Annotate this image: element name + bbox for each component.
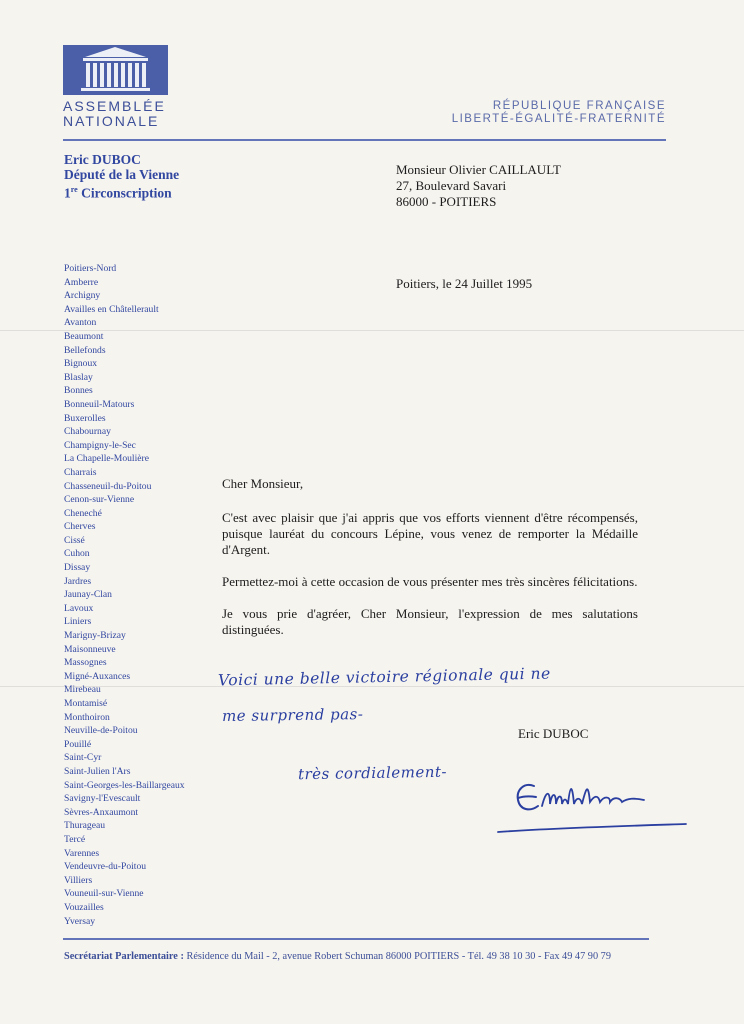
communes-list — [64, 262, 185, 928]
sender-circonscription — [64, 182, 179, 201]
handwritten-signature — [494, 768, 690, 838]
commune-item: Availles en Châtellerault — [64, 303, 159, 315]
commune-item: Villiers — [64, 874, 93, 886]
commune-item: Vouzailles — [64, 901, 104, 913]
header-divider — [63, 139, 666, 141]
republique-line-1: RÉPUBLIQUE FRANÇAISE — [492, 100, 666, 112]
recipient-street: 27, Boulevard Savari — [396, 178, 507, 193]
commune-item: Cheneché — [64, 507, 102, 519]
recipient-address — [396, 162, 561, 210]
commune-item: Vendeuvre-du-Poitou — [64, 861, 147, 873]
commune-item: Avanton — [64, 317, 97, 329]
handwritten-line-3: très cordialement- — [297, 762, 448, 784]
commune-item: Champigny-le-Sec — [64, 439, 136, 451]
circ-ordinal: re — [70, 185, 78, 194]
logo-line-1: ASSEMBLÉE — [63, 98, 166, 114]
commune-item: Montamisé — [64, 698, 108, 709]
logo-line-2: NATIONALE — [63, 113, 160, 129]
commune-item: Cuhon — [64, 548, 90, 560]
commune-item: Cherves — [64, 521, 96, 533]
circ-text: Circonscription — [81, 185, 172, 201]
commune-item: Migné-Auxances — [64, 670, 131, 682]
commune-item: Cissé — [64, 534, 85, 546]
signature-name: Eric DUBOC — [518, 726, 589, 741]
commune-item: Mirebeau — [64, 684, 101, 696]
sender-name: Eric DUBOC — [64, 152, 141, 167]
footer-label: Secrétariat Parlementaire : — [64, 951, 184, 962]
commune-item: Jaunay-Clan — [64, 589, 112, 601]
commune-item: Yversay — [64, 915, 96, 927]
commune-item: Chabournay — [64, 426, 111, 438]
footer-text: Résidence du Mail - 2, avenue Robert Schuman 86000 POITIERS - Tél. 49 38 10 30 - Fax 49 47 90 79 — [186, 951, 611, 962]
handwritten-line-2: me surprend pas- — [221, 705, 364, 725]
commune-item: Cenon-sur-Vienne — [64, 494, 135, 506]
commune-item: Bellefonds — [64, 344, 106, 356]
paragraph-2: Permettez-moi à cette occasion de vous présenter mes très sincères félicitations. — [222, 574, 638, 589]
paragraph-1: C'est avec plaisir que j'ai appris que vos efforts viennent d'être récompensés, puisque lauréat du concours Lépine, vous venez de remporter la Médaille d'Argent. — [222, 510, 638, 557]
commune-item: Archigny — [64, 290, 101, 302]
commune-item: Thurageau — [64, 820, 106, 832]
sender-block — [64, 152, 179, 201]
commune-item: Varennes — [64, 847, 100, 859]
circ-number: 1 — [64, 185, 71, 201]
commune-item: Poitiers-Nord — [64, 263, 117, 274]
recipient-city: 86000 - POITIERS — [396, 194, 497, 209]
footer-divider — [63, 938, 649, 940]
commune-item: Monthoiron — [64, 711, 110, 723]
commune-item: La Chapelle-Moulière — [64, 453, 149, 465]
building-icon — [63, 45, 168, 95]
recipient-name: Monsieur Olivier CAILLAULT — [396, 162, 561, 177]
building-emblem — [63, 45, 168, 95]
commune-item: Liniers — [64, 616, 92, 628]
commune-item: Saint-Georges-les-Baillargeaux — [64, 779, 185, 791]
letter-date: Poitiers, le 24 Juillet 1995 — [396, 276, 533, 291]
commune-item: Massognes — [64, 657, 107, 669]
logo-wordmark — [63, 99, 168, 129]
handwritten-line-1: Voici une belle victoire régionale qui ne — [217, 664, 551, 690]
commune-item: Pouillé — [64, 738, 92, 750]
republique-francaise-header — [452, 100, 666, 126]
commune-item: Jardres — [64, 575, 92, 587]
republique-line-2: LIBERTÉ-ÉGALITÉ-FRATERNITÉ — [451, 113, 666, 125]
commune-item: Bignoux — [64, 358, 98, 370]
salutation: Cher Monsieur, — [222, 476, 304, 491]
commune-item: Saint-Cyr — [64, 752, 102, 764]
commune-item: Lavoux — [64, 602, 94, 614]
assemblee-nationale-logo — [63, 45, 168, 129]
commune-item: Amberre — [64, 276, 99, 288]
commune-item: Buxerolles — [64, 412, 106, 424]
commune-item: Blaslay — [64, 371, 93, 383]
commune-item: Maisonneuve — [64, 643, 116, 655]
commune-item: Savigny-l'Evescault — [64, 793, 141, 805]
commune-item: Bonneuil-Matours — [64, 398, 135, 410]
commune-item: Sèvres-Anxaumont — [64, 806, 139, 818]
letter-body — [222, 476, 638, 654]
commune-item: Saint-Julien l'Ars — [64, 765, 131, 777]
commune-item: Charrais — [64, 466, 97, 478]
commune-item: Beaumont — [64, 330, 104, 342]
commune-item: Neuville-de-Poitou — [64, 725, 138, 737]
sender-title: Député de la Vienne — [64, 167, 180, 182]
commune-item: Tercé — [64, 833, 86, 845]
commune-item: Vouneuil-sur-Vienne — [64, 888, 144, 900]
paragraph-3: Je vous prie d'agréer, Cher Monsieur, l'expression de mes salutations distinguées. — [222, 606, 638, 637]
commune-item: Marigny-Brizay — [64, 630, 126, 642]
commune-item: Dissay — [64, 562, 91, 574]
commune-item: Bonnes — [64, 385, 93, 397]
commune-item: Chasseneuil-du-Poitou — [64, 480, 152, 492]
footer-address — [64, 951, 611, 962]
